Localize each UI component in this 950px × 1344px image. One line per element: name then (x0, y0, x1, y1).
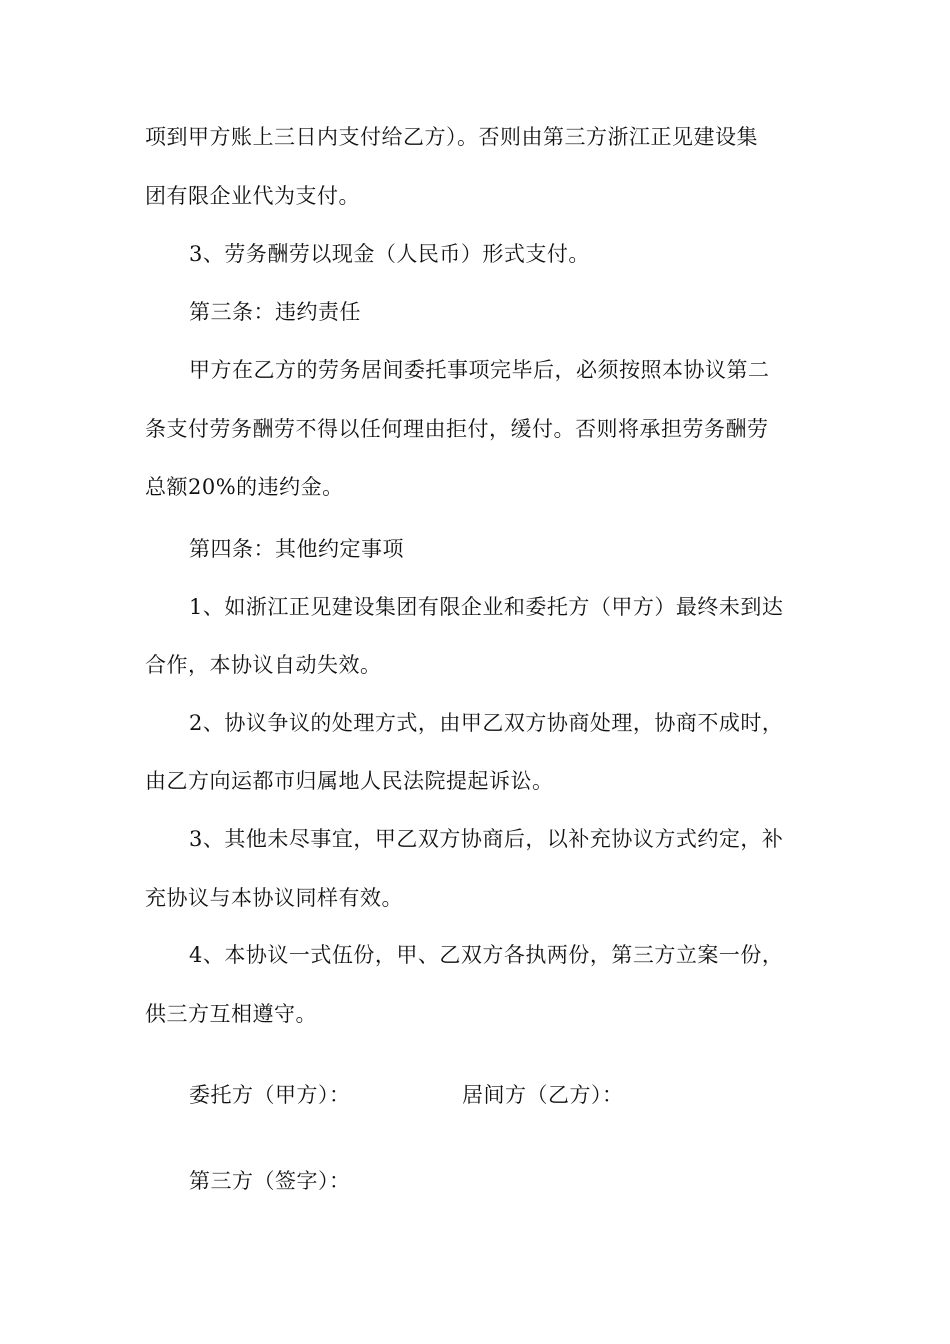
text-line: 总额20%的违约金。 (145, 475, 344, 499)
text-line: 项到甲方账上三日内支付给乙方）。否则由第三方浙江正见建设集 (145, 125, 758, 149)
text-line: 充协议与本协议同样有效。 (145, 886, 403, 910)
clause-item: 2、协议争议的处理方式，由甲乙双方协商处理，协商不成时， (189, 711, 784, 735)
text-line: 甲方在乙方的劳务居间委托事项完毕后，必须按照本协议第二 (189, 358, 770, 382)
clause-item: 1、如浙江正见建设集团有限企业和委托方（甲方）最终未到达 (189, 595, 784, 619)
text-line: 供三方互相遵守。 (145, 1002, 317, 1026)
signature-party-a-label: 委托方（甲方）： (189, 1083, 351, 1107)
text-line: 条支付劳务酬劳不得以任何理由拒付，缓付。否则将承担劳务酬劳 (145, 417, 769, 441)
section-heading: 第四条：其他约定事项 (189, 537, 404, 561)
clause-item: 3、其他未尽事宜，甲乙双方协商后，以补充协议方式约定，补 (189, 827, 784, 851)
signature-third-party-label: 第三方（签字）： (189, 1169, 351, 1193)
signature-party-b-label: 居间方（乙方）： (462, 1083, 624, 1107)
section-heading: 第三条：违约责任 (189, 300, 361, 324)
text-line: 团有限企业代为支付。 (145, 184, 360, 208)
text-line: 合作，本协议自动失效。 (145, 653, 382, 677)
clause-item: 3、劳务酬劳以现金（人民币）形式支付。 (189, 242, 590, 266)
text-line: 由乙方向运都市归属地人民法院提起诉讼。 (145, 769, 554, 793)
clause-item: 4、本协议一式伍份，甲、乙双方各执两份，第三方立案一份， (189, 943, 784, 967)
